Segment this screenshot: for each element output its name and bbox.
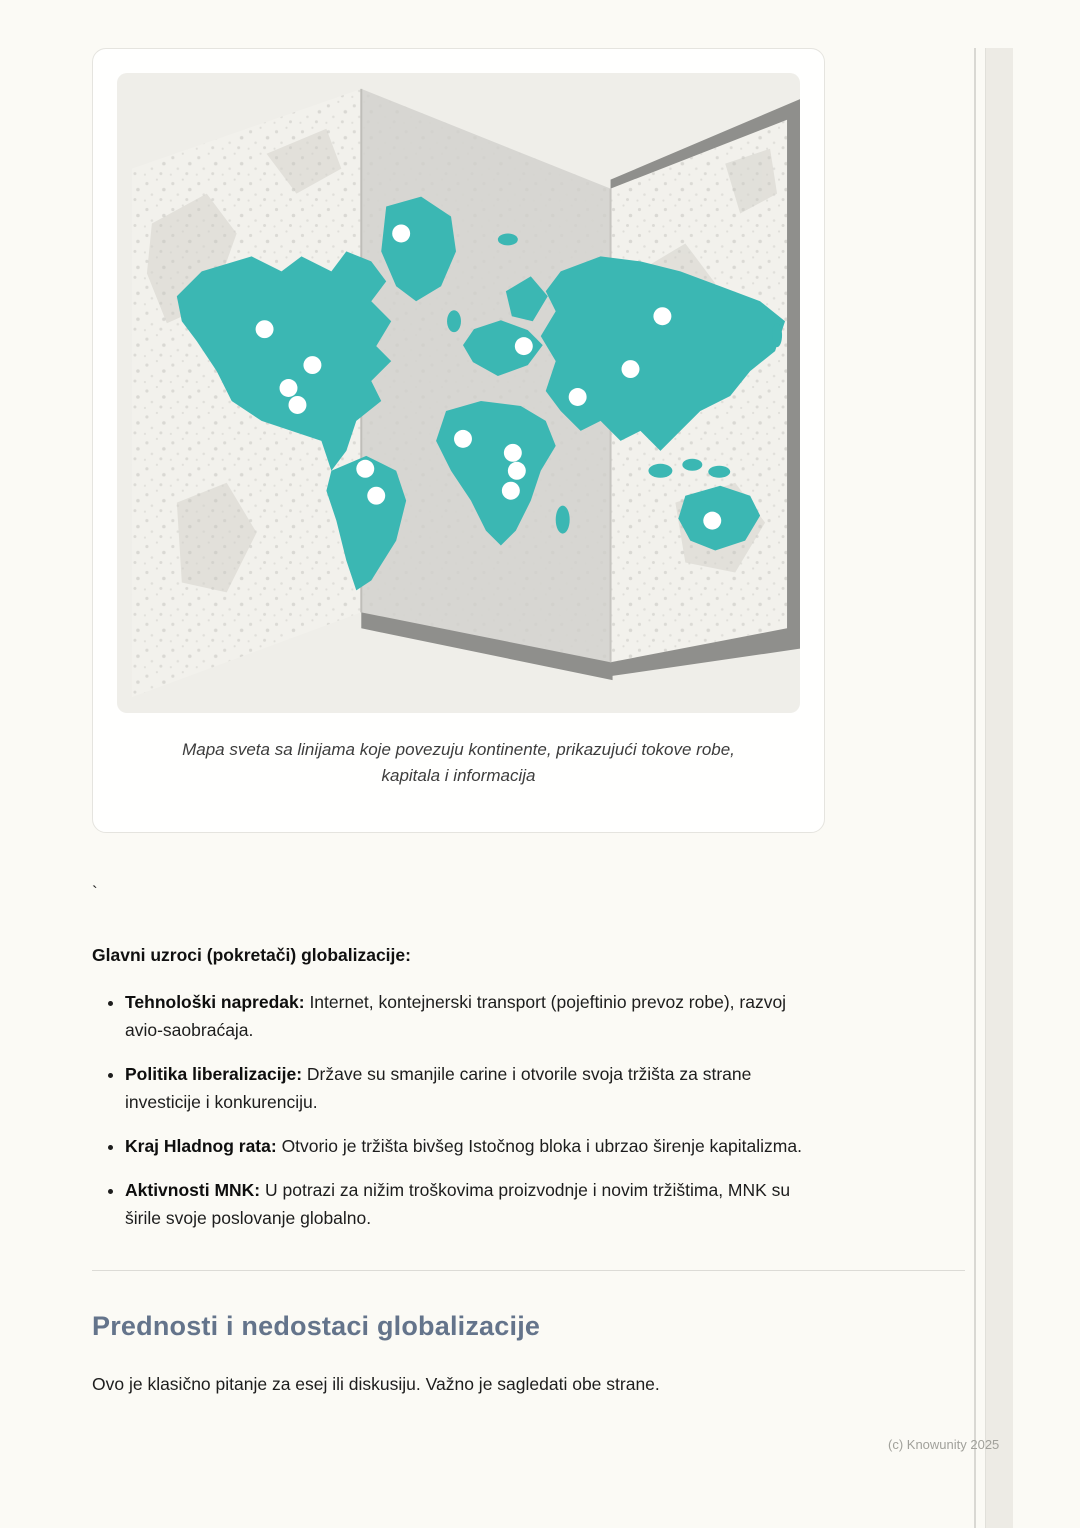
list-item-label: Politika liberalizacije: [125, 1063, 303, 1084]
figure-image [117, 73, 800, 713]
list-item [125, 1132, 825, 1160]
list-item-text: Otvorio je tržišta bivšeg Istočnog bloka i ubrzao širenje kapitalizma. [276, 1135, 802, 1156]
list-item-text: U potrazi za nižim troškovima proizvodnje i novim tržištima, MNK su širile svoje poslovanje globalno. [125, 1179, 791, 1228]
list-item-text: Internet, kontejnerski transport (pojeftinio prevoz robe), razvoj avio-saobraćaja. [125, 991, 787, 1040]
stray-backtick: ` [92, 882, 98, 902]
scrollbar-track[interactable] [985, 48, 1013, 1528]
section-divider [92, 1270, 965, 1271]
causes-list [92, 988, 965, 1232]
watermark: (c) Knowunity 2025 [888, 1437, 1000, 1452]
section-heading: Prednosti i nedostaci globalizacije [92, 1310, 541, 1341]
list-item-label: Tehnološki napredak: [125, 991, 305, 1012]
section-intro: Ovo je klasično pitanje za esej ili diskusiju. Važno je sagledati obe strane. [92, 1373, 660, 1394]
list-item-label: Aktivnosti MNK: [125, 1179, 261, 1200]
list-item [125, 988, 825, 1044]
page-edge-line [974, 48, 976, 1528]
list-item [125, 1176, 825, 1232]
document-content [92, 48, 965, 1415]
list-item-label: Kraj Hladnog rata: [125, 1135, 277, 1156]
list-item [125, 1060, 825, 1116]
figure-card [92, 48, 825, 833]
causes-heading: Glavni uzroci (pokretači) globalizacije: [92, 944, 411, 965]
figure-caption: Mapa sveta sa linijama koje povezuju kontinente, prikazujući tokove robe, kapitala i informacija [182, 740, 735, 786]
world-map-illustration [117, 73, 800, 713]
list-item-text: Države su smanjile carine i otvorile svoja tržišta za strane investicije i konkurenciju. [125, 1063, 752, 1112]
